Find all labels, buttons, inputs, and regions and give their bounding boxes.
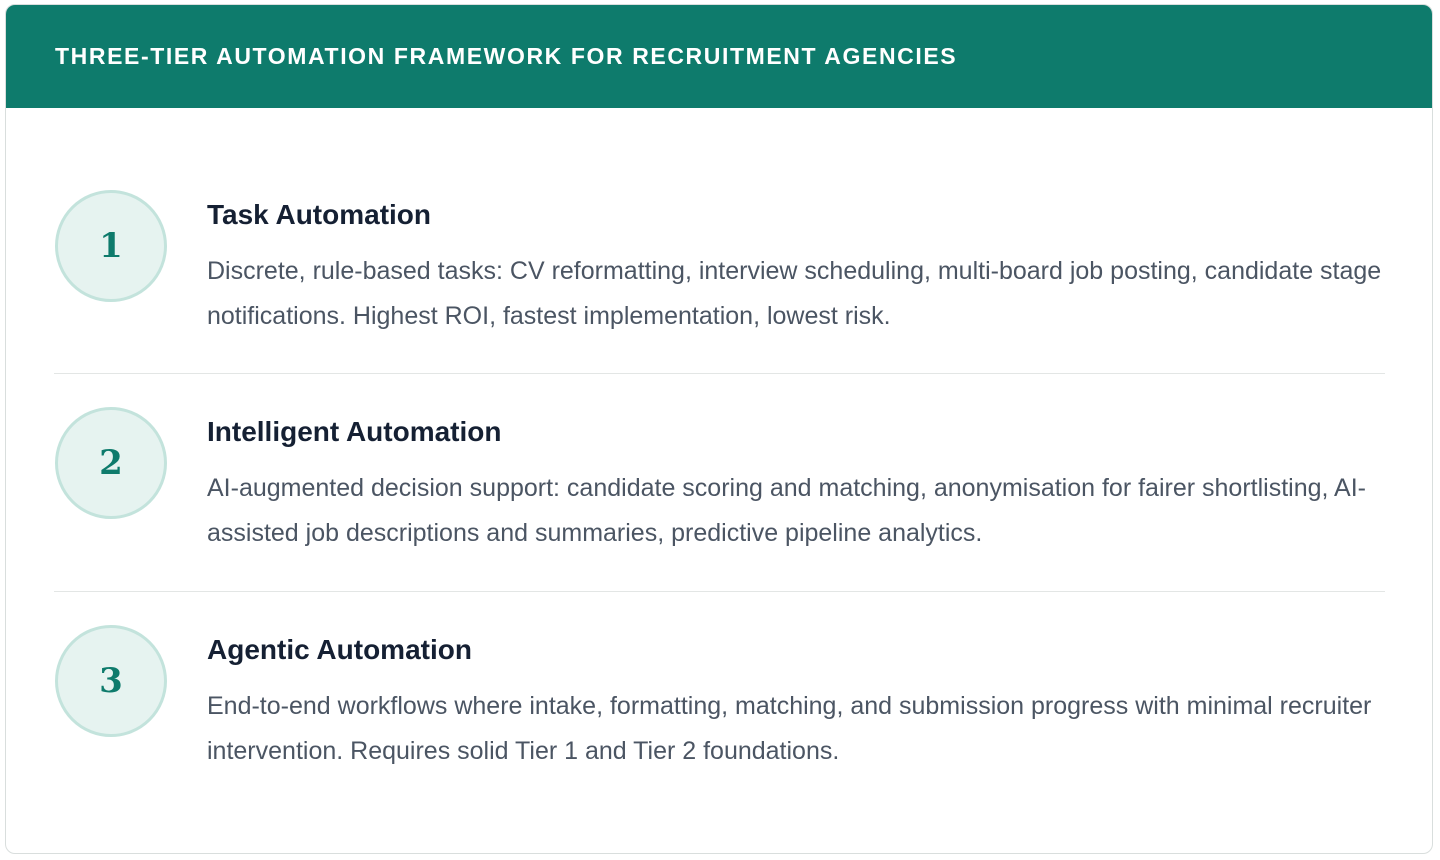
tier-content (207, 414, 1385, 556)
tier-item (54, 157, 1385, 374)
card-header (6, 5, 1432, 108)
tier-list (54, 157, 1385, 810)
tier-item (54, 374, 1385, 592)
tier-description: AI-augmented decision support: candidate scoring and matching, anonymisation for fairer shortlisting, AI-assisted job descriptions and summaries, predictive pipeline analytics. (207, 474, 1366, 547)
tier-description: Discrete, rule-based tasks: CV reformatting, interview scheduling, multi-board job posting, candidate stage notifications. Highest ROI, fastest implementation, lowest risk. (207, 257, 1382, 330)
tier-title: Intelligent Automation (207, 416, 502, 447)
tier-number-badge: 2 (55, 407, 167, 519)
card-title: THREE-TIER AUTOMATION FRAMEWORK FOR RECRUITMENT AGENCIES (55, 43, 958, 69)
tier-number-badge: 3 (55, 625, 167, 737)
tier-description: End-to-end workflows where intake, formatting, matching, and submission progress with minimal recruiter intervention. Requires solid Tier 1 and Tier 2 foundations. (207, 692, 1372, 765)
tier-number-badge: 1 (55, 190, 167, 302)
tier-content (207, 197, 1385, 339)
tier-title: Agentic Automation (207, 634, 472, 665)
tier-title: Task Automation (207, 199, 432, 230)
tier-item (54, 592, 1385, 810)
framework-card (5, 4, 1433, 854)
tier-content (207, 632, 1385, 774)
